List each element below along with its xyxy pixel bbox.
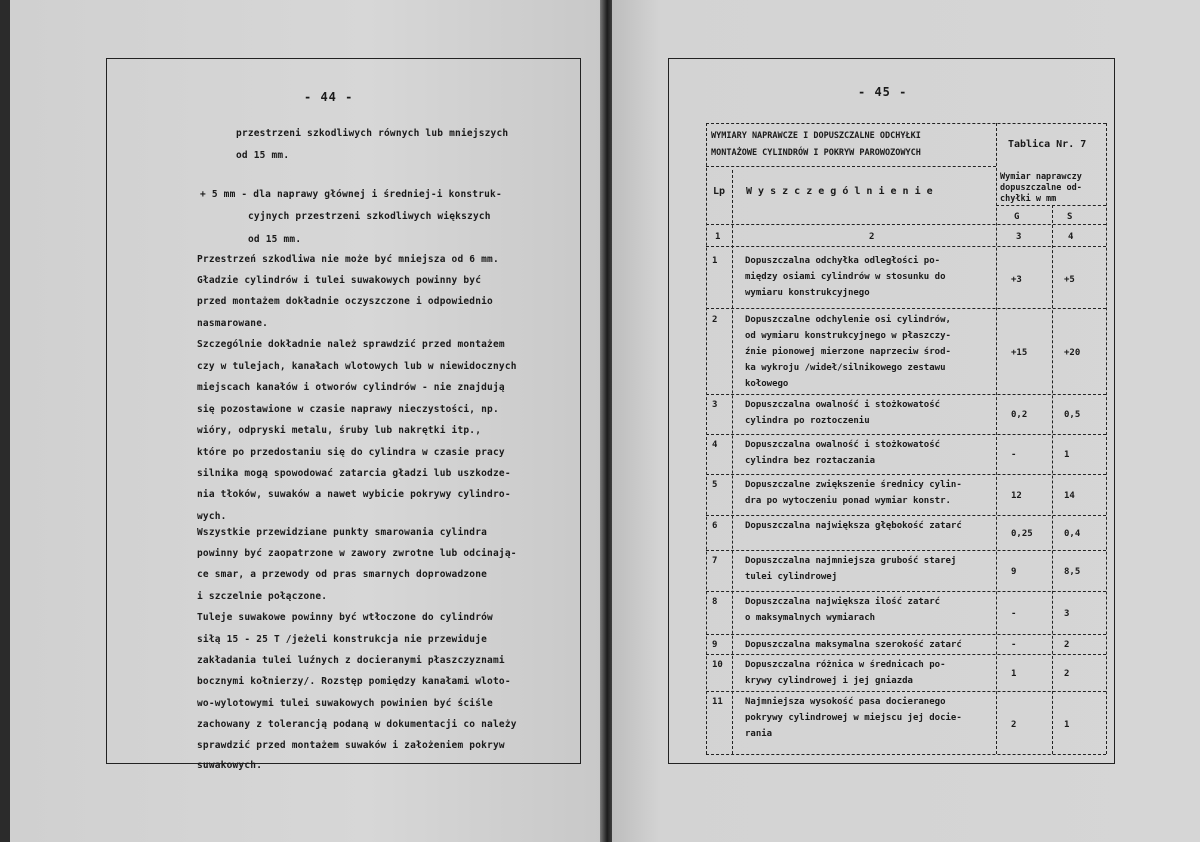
table-header-bottom-line xyxy=(706,224,1106,225)
row-description-line: Dopuszczalna odchyłka odległości po- xyxy=(745,256,941,266)
column-description-header: W y s z c z e g ó l n i e n i e xyxy=(746,186,933,197)
left-page-number: - 44 - xyxy=(304,90,354,104)
row-value-g: - xyxy=(1011,450,1017,460)
row-lp: 4 xyxy=(712,440,718,450)
column-dims-header-line1: Wymiar naprawczy xyxy=(1000,172,1082,182)
text-line: Szczególnie dokładnie należ sprawdzić przed montażem xyxy=(197,339,505,350)
row-lp: 11 xyxy=(712,697,723,707)
row-separator xyxy=(706,515,1106,516)
text-line: siłą 15 - 25 T /jeżeli konstrukcja nie przewiduje xyxy=(197,634,488,645)
column-dims-header-line2: dopuszczalne od- xyxy=(1000,183,1082,193)
text-line: powinny być zaopatrzone w zawory zwrotne lub odcinają- xyxy=(197,548,517,559)
row-description-line: o maksymalnych wymiarach xyxy=(745,613,876,623)
table-title-line1: WYMIARY NAPRAWCZE I DOPUSZCZALNE ODCHYŁKI xyxy=(711,131,921,141)
g-column-divider xyxy=(1052,205,1053,754)
row-value-s: 0,4 xyxy=(1064,528,1081,539)
row-description-line: Dopuszczalna maksymalna szerokość zatarć xyxy=(745,640,962,650)
text-line: od 15 mm. xyxy=(248,234,302,245)
text-line: wióry, odpryski metalu, śruby lub nakrętki itp., xyxy=(197,425,482,436)
row-description-line: Dopuszczalna różnica w średnicach po- xyxy=(745,660,946,670)
row-description-line: Dopuszczalne odchylenie osi cylindrów, xyxy=(745,315,951,325)
text-line: i szczelnie połączone. xyxy=(197,591,328,602)
table-border-top xyxy=(706,123,1106,124)
description-column-divider xyxy=(996,123,997,754)
row-value-g: 12 xyxy=(1011,490,1022,501)
table-border-left xyxy=(706,123,707,754)
row-value-s: 14 xyxy=(1064,490,1075,501)
text-line: Tuleje suwakowe powinny być wtłoczone do cylindrów xyxy=(197,612,493,623)
row-description-line: źnie pionowej mierzone naprzeciw środ- xyxy=(745,347,951,357)
row-value-g: 9 xyxy=(1011,566,1017,577)
row-separator xyxy=(706,550,1106,551)
text-line: wo-wylotowymi tulei suwakowych powinien być ściśle xyxy=(197,698,493,709)
lp-column-divider xyxy=(732,170,733,754)
row-value-s: 2 xyxy=(1064,640,1070,650)
table-border-bottom xyxy=(706,754,1106,755)
text-line: bocznymi kołnierzy/. Rozstęp pomiędzy kanałami wloto- xyxy=(197,676,511,687)
text-line: Gładzie cylindrów i tulei suwakowych powinny być xyxy=(197,275,482,286)
row-description-line: pokrywy cylindrowej w miejscu jej docie- xyxy=(745,713,962,723)
row-description-line: Dopuszczalna najmniejsza grubość starej xyxy=(745,556,957,566)
row-value-s: 2 xyxy=(1064,668,1070,679)
row-value-s: 8,5 xyxy=(1064,566,1081,577)
row-lp: 2 xyxy=(712,315,718,325)
row-description-line: od wymiaru konstrukcyjnego w płaszczy- xyxy=(745,331,951,341)
row-value-s: 1 xyxy=(1064,719,1070,730)
row-value-s: 1 xyxy=(1064,450,1070,460)
right-page-number: - 45 - xyxy=(858,85,908,99)
row-description-line: Dopuszczalna owalność i stożkowatość xyxy=(745,400,941,410)
text-line: miejscach kanałów i otworów cylindrów - nie znajdują xyxy=(197,382,505,393)
row-value-g: 0,25 xyxy=(1011,528,1033,539)
text-line: Wszystkie przewidziane punkty smarowania cylindra xyxy=(197,527,488,538)
column-s-header: S xyxy=(1067,212,1073,222)
text-line: cyjnych przestrzeni szkodliwych większych xyxy=(248,211,491,222)
row-separator xyxy=(706,434,1106,435)
text-line: które po przedostaniu się do cylindra w czasie pracy xyxy=(197,447,505,458)
row-separator xyxy=(706,308,1106,309)
row-value-g: +3 xyxy=(1011,275,1022,285)
table-border-right xyxy=(1106,123,1107,754)
table-title-bottom-line xyxy=(706,166,996,167)
text-line: suwakowych. xyxy=(197,760,263,771)
text-line: czy w tulejach, kanałach wlotowych lub w niewidocznych xyxy=(197,361,517,372)
dims-subheader-line xyxy=(996,205,1106,206)
row-description-line: wymiaru konstrukcyjnego xyxy=(745,288,870,298)
row-lp: 6 xyxy=(712,521,718,531)
row-description-line: Dopuszczalna największa głębokość zatarć xyxy=(745,521,962,531)
column-number-4: 4 xyxy=(1068,232,1074,242)
row-separator xyxy=(706,691,1106,692)
row-value-g: 1 xyxy=(1011,668,1017,679)
row-lp: 9 xyxy=(712,640,718,650)
row-description-line: Najmniejsza wysokość pasa docieranego xyxy=(745,697,946,707)
column-number-3: 3 xyxy=(1016,232,1022,242)
column-number-2: 2 xyxy=(869,232,875,242)
right-page-frame xyxy=(668,58,1115,764)
row-lp: 8 xyxy=(712,597,718,607)
row-separator xyxy=(706,654,1106,655)
row-value-s: 0,5 xyxy=(1064,410,1081,420)
text-line: zakładania tulei luźnych z docieranymi płaszczyznami xyxy=(197,655,505,666)
column-number-1: 1 xyxy=(715,232,721,242)
row-value-s: 3 xyxy=(1064,608,1070,619)
text-line: nasmarowane. xyxy=(197,318,269,329)
row-description-line: kołowego xyxy=(745,379,789,389)
table-title-line2: MONTAŻOWE CYLINDRÓW I POKRYW PAROWOZOWYCH xyxy=(711,148,921,158)
row-lp: 7 xyxy=(712,556,718,566)
row-value-g: - xyxy=(1011,640,1017,650)
row-value-g: 2 xyxy=(1011,719,1017,730)
right-page xyxy=(612,0,1200,842)
row-description-line: Dopuszczalna największa ilość zatarć xyxy=(745,597,941,607)
row-lp: 10 xyxy=(712,660,723,670)
text-line: ce smar, a przewody od pras smarnych doprowadzone xyxy=(197,569,488,580)
row-value-s: +5 xyxy=(1064,275,1075,285)
row-lp: 3 xyxy=(712,400,718,410)
row-value-s: +20 xyxy=(1064,347,1081,358)
column-g-header: G xyxy=(1014,212,1020,222)
column-lp-header: Lp xyxy=(713,186,726,197)
row-separator xyxy=(706,474,1106,475)
row-description-line: dra po wytoczeniu ponad wymiar konstr. xyxy=(745,496,951,506)
row-separator xyxy=(706,591,1106,592)
text-line: wych. xyxy=(197,511,227,522)
row-value-g: - xyxy=(1011,608,1017,619)
text-line: nia tłoków, suwaków a nawet wybicie pokrywy cylindro- xyxy=(197,489,511,500)
table-numbering-bottom-line xyxy=(706,246,1106,247)
column-dims-header-line3: chyłki w mm xyxy=(1000,194,1057,204)
text-line: silnika mogą spowodować zatarcia gładzi lub uszkodze- xyxy=(197,468,511,479)
row-description-line: między osiami cylindrów w stosunku do xyxy=(745,272,946,282)
text-line: się pozostawione w czasie naprawy nieczystości, np. xyxy=(197,404,499,415)
row-description-line: ka wykroju /wideł/silnikowego zestawu xyxy=(745,363,946,373)
row-description-line: cylindra bez roztaczania xyxy=(745,456,876,466)
row-description-line: Dopuszczalna owalność i stożkowatość xyxy=(745,440,941,450)
text-line: Przestrzeń szkodliwa nie może być mniejsza od 6 mm. xyxy=(197,254,499,265)
row-value-g: 0,2 xyxy=(1011,410,1028,420)
row-lp: 1 xyxy=(712,256,718,266)
text-line: zachowany z tolerancją podaną w dokumentacji co należy xyxy=(197,719,517,730)
row-lp: 5 xyxy=(712,480,718,490)
row-separator xyxy=(706,394,1106,395)
row-value-g: +15 xyxy=(1011,347,1028,358)
text-line: przestrzeni szkodliwych równych lub mniejszych xyxy=(236,128,509,139)
text-line: przed montażem dokładnie oczyszczone i odpowiednio xyxy=(197,296,493,307)
text-line: + 5 mm - dla naprawy głównej i średniej-i konstruk- xyxy=(200,189,502,200)
row-description-line: rania xyxy=(745,729,773,739)
row-description-line: cylindra po roztoczeniu xyxy=(745,416,870,426)
row-separator xyxy=(706,634,1106,635)
left-page xyxy=(10,0,607,842)
row-description-line: krywy cylindrowej i jej gniazda xyxy=(745,676,913,686)
row-description-line: Dopuszczalne zwiększenie średnicy cylin- xyxy=(745,480,962,490)
table-number: Tablica Nr. 7 xyxy=(1008,139,1087,150)
row-description-line: tulei cylindrowej xyxy=(745,572,838,582)
text-line: sprawdzić przed montażem suwaków i założeniem pokryw xyxy=(197,740,505,751)
text-line: od 15 mm. xyxy=(236,150,290,161)
